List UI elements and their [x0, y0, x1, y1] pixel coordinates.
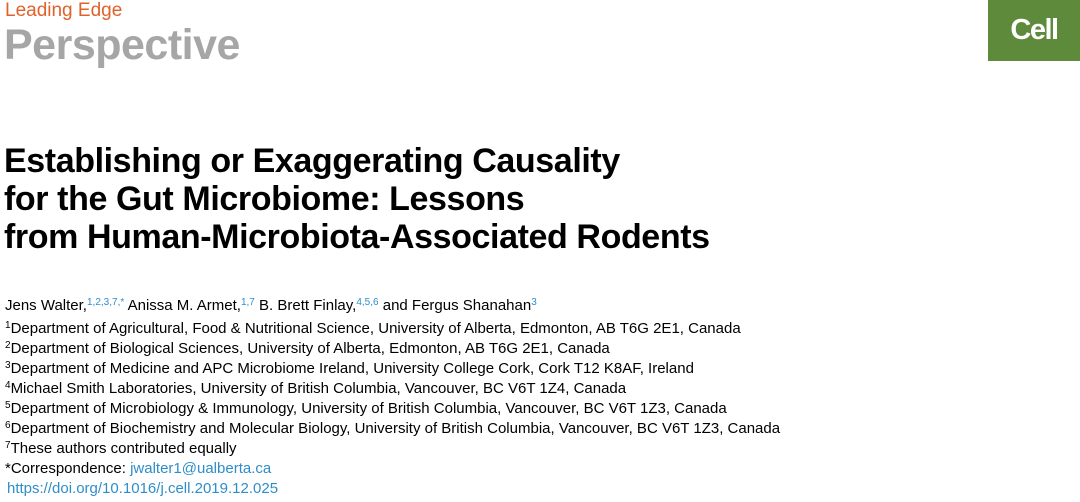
- affiliation-text: Department of Biological Sciences, University of Alberta, Edmonton, AB T6G 2E1, Canada: [10, 340, 610, 357]
- correspondence-line: [5, 459, 780, 479]
- correspondence-email-link[interactable]: jwalter1@ualberta.ca: [130, 460, 272, 477]
- affiliation-number: 2: [5, 340, 11, 351]
- article-title: [4, 142, 904, 256]
- affiliation-item: [5, 379, 780, 399]
- author-affiliation-marks[interactable]: 3: [531, 297, 537, 308]
- correspondence-label: *Correspondence:: [5, 460, 131, 477]
- affiliation-item: [5, 399, 780, 419]
- author-affiliation-marks[interactable]: 1,2,3,7,*: [86, 297, 125, 308]
- affiliation-number: 5: [5, 400, 11, 411]
- affiliation-number: 4: [5, 380, 11, 391]
- author-affiliation-marks[interactable]: 4,5,6: [356, 297, 379, 308]
- affiliation-text: Department of Microbiology & Immunology, University of British Columbia, Vancouver, BC V6T 1Z3, Canada: [10, 400, 727, 417]
- affiliation-text: These authors contributed equally: [10, 440, 237, 457]
- affiliation-list: [5, 319, 780, 479]
- journal-logo: Cell: [1010, 14, 1058, 46]
- affiliation-text: Department of Medicine and APC Microbiome Ireland, University College Cork, Cork T12 K8AF, Ireland: [10, 360, 694, 377]
- title-line: from Human-Microbiota-Associated Rodents: [4, 218, 710, 256]
- author-name: Jens Walter,: [5, 297, 87, 314]
- affiliation-text: Department of Agricultural, Food & Nutritional Science, University of Alberta, Edmonton, AB T6G 2E1, Canada: [10, 320, 741, 337]
- title-line: for the Gut Microbiome: Lessons: [4, 180, 525, 218]
- affiliation-text: Michael Smith Laboratories, University of British Columbia, Vancouver, BC V6T 1Z4, Canada: [10, 380, 627, 397]
- section-title: Perspective: [4, 21, 240, 69]
- affiliation-number: 7: [5, 440, 11, 451]
- affiliation-number: 3: [5, 360, 11, 371]
- affiliation-item: [5, 439, 780, 459]
- affiliation-number: 1: [5, 320, 11, 331]
- affiliation-item: [5, 339, 780, 359]
- title-line: Establishing or Exaggerating Causality: [4, 142, 620, 180]
- affiliation-number: 6: [5, 420, 11, 431]
- affiliation-text: Department of Biochemistry and Molecular Biology, University of British Columbia, Vancouver, BC V6T 1Z3, Canada: [10, 420, 781, 437]
- affiliation-item: [5, 419, 780, 439]
- author-affiliation-marks[interactable]: 1,7: [240, 297, 255, 308]
- section-label: Leading Edge: [5, 0, 123, 21]
- author-list: [5, 296, 537, 316]
- author-name: B. Brett Finlay,: [259, 297, 357, 314]
- journal-badge: [988, 0, 1080, 61]
- doi-link[interactable]: https://doi.org/10.1016/j.cell.2019.12.025: [7, 480, 279, 497]
- author-name: Anissa M. Armet,: [127, 297, 241, 314]
- affiliation-item: [5, 319, 780, 339]
- affiliation-item: [5, 359, 780, 379]
- author-name: and Fergus Shanahan: [382, 297, 532, 314]
